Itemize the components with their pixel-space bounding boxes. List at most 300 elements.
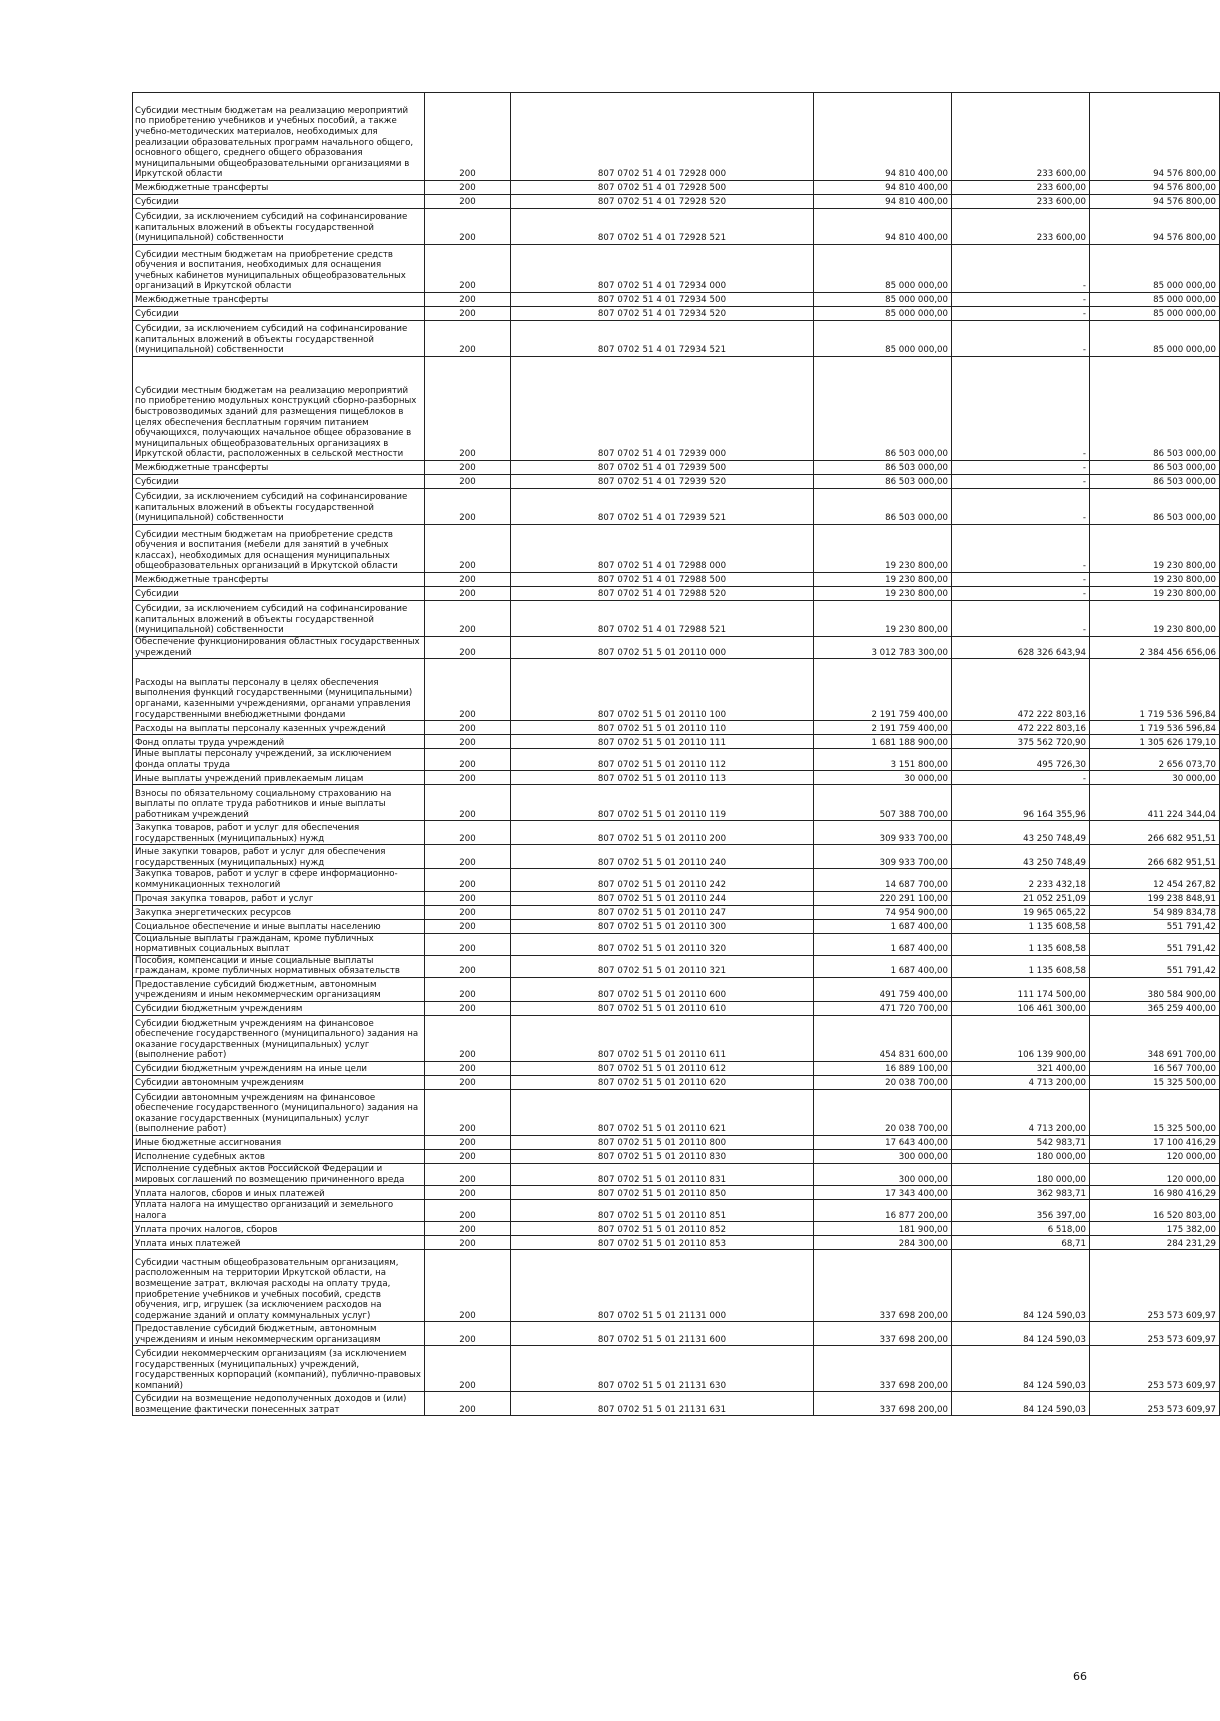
row-line-code: 200 <box>425 293 511 307</box>
row-line-code: 200 <box>425 321 511 357</box>
row-budget-class: 807 0702 51 4 01 72928 520 <box>511 195 814 209</box>
row-name: Субсидии некоммерческим организациям (за исключением государственных (муниципальных) учреждений, государственных корпораций (компаний), публично-правовых компаний) <box>133 1346 425 1392</box>
row-executed-amount: 19 965 065,22 <box>952 905 1090 919</box>
table-row <box>133 93 1220 181</box>
row-approved-amount: 94 810 400,00 <box>814 195 952 209</box>
row-approved-amount: 507 388 700,00 <box>814 785 952 821</box>
row-executed-amount: - <box>952 489 1090 525</box>
row-executed-amount: - <box>952 601 1090 637</box>
row-line-code: 200 <box>425 1015 511 1061</box>
row-executed-amount: - <box>952 293 1090 307</box>
row-executed-amount: 84 124 590,03 <box>952 1322 1090 1346</box>
row-executed-amount: 356 397,00 <box>952 1200 1090 1222</box>
row-executed-amount: 472 222 803,16 <box>952 659 1090 721</box>
row-approved-amount: 20 038 700,00 <box>814 1075 952 1089</box>
row-unexecuted-amount: 15 325 500,00 <box>1090 1089 1220 1135</box>
table-row <box>133 735 1220 749</box>
row-budget-class: 807 0702 51 4 01 72928 500 <box>511 181 814 195</box>
row-budget-class: 807 0702 51 5 01 20110 612 <box>511 1061 814 1075</box>
row-unexecuted-amount: 253 573 609,97 <box>1090 1346 1220 1392</box>
row-unexecuted-amount: 85 000 000,00 <box>1090 307 1220 321</box>
row-budget-class: 807 0702 51 5 01 20110 110 <box>511 721 814 735</box>
row-approved-amount: 20 038 700,00 <box>814 1089 952 1135</box>
row-budget-class: 807 0702 51 4 01 72939 000 <box>511 357 814 461</box>
row-line-code: 200 <box>425 489 511 525</box>
row-unexecuted-amount: 16 520 803,00 <box>1090 1200 1220 1222</box>
row-budget-class: 807 0702 51 5 01 20110 200 <box>511 821 814 845</box>
row-executed-amount: 321 400,00 <box>952 1061 1090 1075</box>
row-budget-class: 807 0702 51 5 01 20110 244 <box>511 891 814 905</box>
row-approved-amount: 19 230 800,00 <box>814 573 952 587</box>
row-approved-amount: 17 643 400,00 <box>814 1135 952 1149</box>
row-line-code: 200 <box>425 919 511 933</box>
row-budget-class: 807 0702 51 5 01 21131 631 <box>511 1392 814 1416</box>
row-name: Субсидии, за исключением субсидий на софинансирование капитальных вложений в объекты государственной (муниципальной) собственности <box>133 489 425 525</box>
row-approved-amount: 17 343 400,00 <box>814 1186 952 1200</box>
row-line-code: 200 <box>425 525 511 573</box>
row-budget-class: 807 0702 51 5 01 20110 621 <box>511 1089 814 1135</box>
row-budget-class: 807 0702 51 4 01 72928 000 <box>511 93 814 181</box>
row-unexecuted-amount: 120 000,00 <box>1090 1163 1220 1185</box>
row-name: Межбюджетные трансферты <box>133 293 425 307</box>
row-line-code: 200 <box>425 821 511 845</box>
row-budget-class: 807 0702 51 4 01 72928 521 <box>511 209 814 245</box>
row-approved-amount: 86 503 000,00 <box>814 489 952 525</box>
row-executed-amount: 68,71 <box>952 1236 1090 1250</box>
table-row <box>133 659 1220 721</box>
row-approved-amount: 86 503 000,00 <box>814 357 952 461</box>
table-row <box>133 869 1220 891</box>
row-budget-class: 807 0702 51 4 01 72934 000 <box>511 245 814 293</box>
row-unexecuted-amount: 86 503 000,00 <box>1090 357 1220 461</box>
row-line-code: 200 <box>425 1250 511 1322</box>
table-row <box>133 475 1220 489</box>
row-unexecuted-amount: 365 259 400,00 <box>1090 1001 1220 1015</box>
row-executed-amount: 180 000,00 <box>952 1149 1090 1163</box>
row-line-code: 200 <box>425 977 511 1001</box>
row-name: Предоставление субсидий бюджетным, автономным учреждениям и иным некоммерческим организациям <box>133 1322 425 1346</box>
row-line-code: 200 <box>425 195 511 209</box>
table-row <box>133 1015 1220 1061</box>
row-executed-amount: 362 983,71 <box>952 1186 1090 1200</box>
row-line-code: 200 <box>425 1089 511 1135</box>
row-line-code: 200 <box>425 601 511 637</box>
row-name: Расходы на выплаты персоналу в целях обеспечения выполнения функций государственными (муниципальными) органами, казенными учреждениями, органами управления государственными внебюджетными фондами <box>133 659 425 721</box>
row-name: Субсидии местным бюджетам на реализацию мероприятий по приобретению модульных конструкций сборно-разборных быстровозводимых зданий для размещения пищеблоков в целях обеспечения бесплатным горячим питанием обучающихся, получающих начальное общее образование в муниципальных общеобразовательных организациях в Иркутской области, расположенных в сельской местности <box>133 357 425 461</box>
row-budget-class: 807 0702 51 5 01 21131 630 <box>511 1346 814 1392</box>
table-row <box>133 1135 1220 1149</box>
table-row <box>133 587 1220 601</box>
row-executed-amount: 84 124 590,03 <box>952 1392 1090 1416</box>
row-executed-amount: - <box>952 307 1090 321</box>
row-line-code: 200 <box>425 955 511 977</box>
row-unexecuted-amount: 19 230 800,00 <box>1090 601 1220 637</box>
row-line-code: 200 <box>425 1061 511 1075</box>
row-unexecuted-amount: 2 384 456 656,06 <box>1090 637 1220 659</box>
row-budget-class: 807 0702 51 5 01 20110 119 <box>511 785 814 821</box>
row-name: Уплата иных платежей <box>133 1236 425 1250</box>
row-executed-amount: - <box>952 771 1090 785</box>
row-name: Пособия, компенсации и иные социальные выплаты гражданам, кроме публичных нормативных обязательств <box>133 955 425 977</box>
row-unexecuted-amount: 85 000 000,00 <box>1090 293 1220 307</box>
row-name: Субсидии местным бюджетам на реализацию мероприятий по приобретению учебников и учебных пособий, а также учебно-методических материалов, необходимых для реализации образовательных программ начального общего, основного общего, среднего общего образования муниципальными общеобразовательными организациями в Иркутской области <box>133 93 425 181</box>
row-name: Иные бюджетные ассигнования <box>133 1135 425 1149</box>
row-budget-class: 807 0702 51 4 01 72939 520 <box>511 475 814 489</box>
row-executed-amount: 96 164 355,96 <box>952 785 1090 821</box>
row-line-code: 200 <box>425 933 511 955</box>
row-line-code: 200 <box>425 181 511 195</box>
table-row <box>133 955 1220 977</box>
row-unexecuted-amount: 120 000,00 <box>1090 1149 1220 1163</box>
row-unexecuted-amount: 1 719 536 596,84 <box>1090 721 1220 735</box>
row-unexecuted-amount: 266 682 951,51 <box>1090 845 1220 869</box>
row-approved-amount: 1 681 188 900,00 <box>814 735 952 749</box>
row-name: Уплата налога на имущество организаций и земельного налога <box>133 1200 425 1222</box>
table-row <box>133 771 1220 785</box>
row-unexecuted-amount: 94 576 800,00 <box>1090 93 1220 181</box>
row-unexecuted-amount: 16 980 416,29 <box>1090 1186 1220 1200</box>
row-unexecuted-amount: 86 503 000,00 <box>1090 489 1220 525</box>
row-executed-amount: - <box>952 357 1090 461</box>
row-line-code: 200 <box>425 749 511 771</box>
row-name: Субсидии <box>133 475 425 489</box>
row-approved-amount: 86 503 000,00 <box>814 461 952 475</box>
row-name: Субсидии бюджетным учреждениям на иные цели <box>133 1061 425 1075</box>
row-budget-class: 807 0702 51 4 01 72988 000 <box>511 525 814 573</box>
row-budget-class: 807 0702 51 5 01 20110 320 <box>511 933 814 955</box>
row-budget-class: 807 0702 51 5 01 20110 853 <box>511 1236 814 1250</box>
row-unexecuted-amount: 12 454 267,82 <box>1090 869 1220 891</box>
row-unexecuted-amount: 175 382,00 <box>1090 1222 1220 1236</box>
table-row <box>133 525 1220 573</box>
row-approved-amount: 16 889 100,00 <box>814 1061 952 1075</box>
table-row <box>133 821 1220 845</box>
row-executed-amount: 43 250 748,49 <box>952 821 1090 845</box>
row-executed-amount: - <box>952 321 1090 357</box>
row-budget-class: 807 0702 51 5 01 20110 240 <box>511 845 814 869</box>
table-row <box>133 573 1220 587</box>
row-approved-amount: 1 687 400,00 <box>814 933 952 955</box>
table-row <box>133 1061 1220 1075</box>
row-name: Обеспечение функционирования областных государственных учреждений <box>133 637 425 659</box>
row-unexecuted-amount: 30 000,00 <box>1090 771 1220 785</box>
row-unexecuted-amount: 19 230 800,00 <box>1090 573 1220 587</box>
row-line-code: 200 <box>425 307 511 321</box>
table-row <box>133 721 1220 735</box>
row-approved-amount: 85 000 000,00 <box>814 321 952 357</box>
table-row <box>133 1392 1220 1416</box>
table-row <box>133 321 1220 357</box>
row-line-code: 200 <box>425 771 511 785</box>
row-executed-amount: 233 600,00 <box>952 195 1090 209</box>
row-budget-class: 807 0702 51 5 01 20110 321 <box>511 955 814 977</box>
row-name: Уплата прочих налогов, сборов <box>133 1222 425 1236</box>
row-budget-class: 807 0702 51 4 01 72934 500 <box>511 293 814 307</box>
row-budget-class: 807 0702 51 5 01 20110 610 <box>511 1001 814 1015</box>
row-unexecuted-amount: 85 000 000,00 <box>1090 245 1220 293</box>
table-row <box>133 1149 1220 1163</box>
row-line-code: 200 <box>425 1392 511 1416</box>
row-budget-class: 807 0702 51 4 01 72988 521 <box>511 601 814 637</box>
table-row <box>133 181 1220 195</box>
row-line-code: 200 <box>425 209 511 245</box>
row-line-code: 200 <box>425 1222 511 1236</box>
row-executed-amount: - <box>952 525 1090 573</box>
row-name: Иные выплаты учреждений привлекаемым лицам <box>133 771 425 785</box>
table-row <box>133 1186 1220 1200</box>
row-executed-amount: 542 983,71 <box>952 1135 1090 1149</box>
row-approved-amount: 454 831 600,00 <box>814 1015 952 1061</box>
row-approved-amount: 19 230 800,00 <box>814 525 952 573</box>
row-name: Социальное обеспечение и иные выплаты населению <box>133 919 425 933</box>
table-row <box>133 919 1220 933</box>
table-row <box>133 1001 1220 1015</box>
row-name: Уплата налогов, сборов и иных платежей <box>133 1186 425 1200</box>
row-line-code: 200 <box>425 721 511 735</box>
row-executed-amount: 1 135 608,58 <box>952 955 1090 977</box>
row-approved-amount: 337 698 200,00 <box>814 1250 952 1322</box>
row-line-code: 200 <box>425 93 511 181</box>
row-unexecuted-amount: 348 691 700,00 <box>1090 1015 1220 1061</box>
table-row <box>133 209 1220 245</box>
row-line-code: 200 <box>425 461 511 475</box>
table-row <box>133 1200 1220 1222</box>
row-executed-amount: 472 222 803,16 <box>952 721 1090 735</box>
row-line-code: 200 <box>425 587 511 601</box>
row-name: Субсидии <box>133 195 425 209</box>
row-executed-amount: 4 713 200,00 <box>952 1089 1090 1135</box>
table-row <box>133 845 1220 869</box>
row-approved-amount: 181 900,00 <box>814 1222 952 1236</box>
row-unexecuted-amount: 16 567 700,00 <box>1090 1061 1220 1075</box>
row-budget-class: 807 0702 51 5 01 20110 247 <box>511 905 814 919</box>
row-name: Субсидии местным бюджетам на приобретение средств обучения и воспитания (мебели для занятий в учебных классах), необходимых для оснащения муниципальных общеобразовательных организаций в Иркутской области <box>133 525 425 573</box>
row-unexecuted-amount: 86 503 000,00 <box>1090 475 1220 489</box>
row-line-code: 200 <box>425 1322 511 1346</box>
row-line-code: 200 <box>425 1186 511 1200</box>
row-budget-class: 807 0702 51 5 01 20110 000 <box>511 637 814 659</box>
row-budget-class: 807 0702 51 5 01 20110 852 <box>511 1222 814 1236</box>
row-executed-amount: 84 124 590,03 <box>952 1346 1090 1392</box>
row-executed-amount: 1 135 608,58 <box>952 919 1090 933</box>
row-budget-class: 807 0702 51 5 01 20110 100 <box>511 659 814 721</box>
budget-execution-table <box>132 92 1220 1416</box>
row-approved-amount: 309 933 700,00 <box>814 821 952 845</box>
table-row <box>133 1222 1220 1236</box>
row-name: Субсидии, за исключением субсидий на софинансирование капитальных вложений в объекты государственной (муниципальной) собственности <box>133 209 425 245</box>
table-row <box>133 1163 1220 1185</box>
row-approved-amount: 220 291 100,00 <box>814 891 952 905</box>
row-approved-amount: 85 000 000,00 <box>814 293 952 307</box>
row-name: Субсидии <box>133 587 425 601</box>
row-name: Взносы по обязательному социальному страхованию на выплаты по оплате труда работников и иные выплаты работникам учреждений <box>133 785 425 821</box>
row-approved-amount: 1 687 400,00 <box>814 955 952 977</box>
row-line-code: 200 <box>425 1149 511 1163</box>
row-unexecuted-amount: 15 325 500,00 <box>1090 1075 1220 1089</box>
row-line-code: 200 <box>425 1346 511 1392</box>
row-approved-amount: 74 954 900,00 <box>814 905 952 919</box>
row-approved-amount: 337 698 200,00 <box>814 1322 952 1346</box>
row-name: Субсидии бюджетным учреждениям <box>133 1001 425 1015</box>
row-executed-amount: 106 461 300,00 <box>952 1001 1090 1015</box>
table-row <box>133 637 1220 659</box>
table-row <box>133 489 1220 525</box>
row-budget-class: 807 0702 51 4 01 72939 521 <box>511 489 814 525</box>
row-executed-amount: 233 600,00 <box>952 181 1090 195</box>
row-unexecuted-amount: 19 230 800,00 <box>1090 587 1220 601</box>
row-budget-class: 807 0702 51 5 01 20110 851 <box>511 1200 814 1222</box>
row-executed-amount: 628 326 643,94 <box>952 637 1090 659</box>
row-approved-amount: 491 759 400,00 <box>814 977 952 1001</box>
table-row <box>133 749 1220 771</box>
row-line-code: 200 <box>425 1001 511 1015</box>
row-unexecuted-amount: 17 100 416,29 <box>1090 1135 1220 1149</box>
row-approved-amount: 3 151 800,00 <box>814 749 952 771</box>
row-line-code: 200 <box>425 869 511 891</box>
row-name: Субсидии автономным учреждениям <box>133 1075 425 1089</box>
row-approved-amount: 309 933 700,00 <box>814 845 952 869</box>
row-budget-class: 807 0702 51 5 01 20110 611 <box>511 1015 814 1061</box>
row-approved-amount: 300 000,00 <box>814 1163 952 1185</box>
row-name: Субсидии частным общеобразовательным организациям, расположенным на территории Иркутской области, на возмещение затрат, включая расходы на оплату труда, приобретение учебников и учебных пособий, средств обучения, игр, игрушек (за исключением расходов на содержание зданий и оплату коммунальных услуг) <box>133 1250 425 1322</box>
row-approved-amount: 3 012 783 300,00 <box>814 637 952 659</box>
row-name: Иные выплаты персоналу учреждений, за исключением фонда оплаты труда <box>133 749 425 771</box>
row-name: Межбюджетные трансферты <box>133 181 425 195</box>
row-line-code: 200 <box>425 357 511 461</box>
table-row <box>133 293 1220 307</box>
row-budget-class: 807 0702 51 5 01 20110 831 <box>511 1163 814 1185</box>
row-executed-amount: 233 600,00 <box>952 209 1090 245</box>
row-budget-class: 807 0702 51 4 01 72939 500 <box>511 461 814 475</box>
row-executed-amount: 180 000,00 <box>952 1163 1090 1185</box>
row-unexecuted-amount: 284 231,29 <box>1090 1236 1220 1250</box>
row-unexecuted-amount: 19 230 800,00 <box>1090 525 1220 573</box>
row-approved-amount: 2 191 759 400,00 <box>814 659 952 721</box>
row-budget-class: 807 0702 51 5 01 20110 300 <box>511 919 814 933</box>
row-approved-amount: 85 000 000,00 <box>814 307 952 321</box>
row-approved-amount: 337 698 200,00 <box>814 1392 952 1416</box>
row-executed-amount: - <box>952 245 1090 293</box>
row-name: Субсидии <box>133 307 425 321</box>
row-executed-amount: - <box>952 587 1090 601</box>
row-line-code: 200 <box>425 475 511 489</box>
row-approved-amount: 19 230 800,00 <box>814 587 952 601</box>
row-unexecuted-amount: 253 573 609,97 <box>1090 1322 1220 1346</box>
row-approved-amount: 14 687 700,00 <box>814 869 952 891</box>
row-name: Исполнение судебных актов <box>133 1149 425 1163</box>
row-executed-amount: 1 135 608,58 <box>952 933 1090 955</box>
row-line-code: 200 <box>425 1163 511 1185</box>
row-name: Расходы на выплаты персоналу казенных учреждений <box>133 721 425 735</box>
row-name: Фонд оплаты труда учреждений <box>133 735 425 749</box>
row-approved-amount: 30 000,00 <box>814 771 952 785</box>
row-unexecuted-amount: 551 791,42 <box>1090 933 1220 955</box>
table-row <box>133 977 1220 1001</box>
row-budget-class: 807 0702 51 5 01 20110 850 <box>511 1186 814 1200</box>
row-approved-amount: 471 720 700,00 <box>814 1001 952 1015</box>
row-unexecuted-amount: 253 573 609,97 <box>1090 1392 1220 1416</box>
row-executed-amount: 6 518,00 <box>952 1222 1090 1236</box>
row-approved-amount: 2 191 759 400,00 <box>814 721 952 735</box>
row-line-code: 200 <box>425 891 511 905</box>
table-row <box>133 245 1220 293</box>
row-unexecuted-amount: 551 791,42 <box>1090 955 1220 977</box>
row-line-code: 200 <box>425 735 511 749</box>
row-line-code: 200 <box>425 1075 511 1089</box>
row-line-code: 200 <box>425 1200 511 1222</box>
row-name: Субсидии местным бюджетам на приобретение средств обучения и воспитания, необходимых для оснащения учебных кабинетов муниципальных общеобразовательных организаций в Иркутской области <box>133 245 425 293</box>
row-name: Закупка товаров, работ и услуг для обеспечения государственных (муниципальных) нужд <box>133 821 425 845</box>
row-executed-amount: 21 052 251,09 <box>952 891 1090 905</box>
row-approved-amount: 94 810 400,00 <box>814 181 952 195</box>
table-row <box>133 1089 1220 1135</box>
row-unexecuted-amount: 411 224 344,04 <box>1090 785 1220 821</box>
row-unexecuted-amount: 94 576 800,00 <box>1090 209 1220 245</box>
row-executed-amount: 375 562 720,90 <box>952 735 1090 749</box>
row-name: Иные закупки товаров, работ и услуг для обеспечения государственных (муниципальных) нужд <box>133 845 425 869</box>
table-row <box>133 933 1220 955</box>
row-unexecuted-amount: 94 576 800,00 <box>1090 181 1220 195</box>
row-approved-amount: 284 300,00 <box>814 1236 952 1250</box>
row-executed-amount: - <box>952 573 1090 587</box>
row-executed-amount: 111 174 500,00 <box>952 977 1090 1001</box>
row-executed-amount: 43 250 748,49 <box>952 845 1090 869</box>
row-unexecuted-amount: 2 656 073,70 <box>1090 749 1220 771</box>
row-line-code: 200 <box>425 659 511 721</box>
row-name: Субсидии автономным учреждениям на финансовое обеспечение государственного (муниципального) задания на оказание государственных (муниципальных) услуг (выполнение работ) <box>133 1089 425 1135</box>
row-unexecuted-amount: 54 989 834,78 <box>1090 905 1220 919</box>
table-row <box>133 1322 1220 1346</box>
row-line-code: 200 <box>425 245 511 293</box>
row-approved-amount: 94 810 400,00 <box>814 209 952 245</box>
table-body <box>133 93 1220 1416</box>
row-line-code: 200 <box>425 1236 511 1250</box>
row-unexecuted-amount: 1 719 536 596,84 <box>1090 659 1220 721</box>
row-approved-amount: 300 000,00 <box>814 1149 952 1163</box>
row-budget-class: 807 0702 51 5 01 21131 000 <box>511 1250 814 1322</box>
row-budget-class: 807 0702 51 4 01 72934 521 <box>511 321 814 357</box>
row-name: Субсидии на возмещение недополученных доходов и (или) возмещение фактически понесенных затрат <box>133 1392 425 1416</box>
row-unexecuted-amount: 85 000 000,00 <box>1090 321 1220 357</box>
row-budget-class: 807 0702 51 4 01 72988 500 <box>511 573 814 587</box>
row-unexecuted-amount: 199 238 848,91 <box>1090 891 1220 905</box>
row-executed-amount: 4 713 200,00 <box>952 1075 1090 1089</box>
row-executed-amount: 106 139 900,00 <box>952 1015 1090 1061</box>
row-executed-amount: - <box>952 475 1090 489</box>
row-unexecuted-amount: 86 503 000,00 <box>1090 461 1220 475</box>
table-row <box>133 357 1220 461</box>
row-line-code: 200 <box>425 1135 511 1149</box>
table-row <box>133 891 1220 905</box>
table-row <box>133 1250 1220 1322</box>
row-approved-amount: 94 810 400,00 <box>814 93 952 181</box>
row-budget-class: 807 0702 51 5 01 20110 111 <box>511 735 814 749</box>
row-budget-class: 807 0702 51 4 01 72988 520 <box>511 587 814 601</box>
table-row <box>133 601 1220 637</box>
row-budget-class: 807 0702 51 5 01 21131 600 <box>511 1322 814 1346</box>
row-name: Социальные выплаты гражданам, кроме публичных нормативных социальных выплат <box>133 933 425 955</box>
row-unexecuted-amount: 266 682 951,51 <box>1090 821 1220 845</box>
table-row <box>133 195 1220 209</box>
table-row <box>133 307 1220 321</box>
row-name: Межбюджетные трансферты <box>133 461 425 475</box>
row-name: Исполнение судебных актов Российской Федерации и мировых соглашений по возмещению причиненного вреда <box>133 1163 425 1185</box>
row-line-code: 200 <box>425 845 511 869</box>
row-name: Субсидии бюджетным учреждениям на финансовое обеспечение государственного (муниципального) задания на оказание государственных (муниципальных) услуг (выполнение работ) <box>133 1015 425 1061</box>
row-executed-amount: - <box>952 461 1090 475</box>
row-executed-amount: 495 726,30 <box>952 749 1090 771</box>
table-row <box>133 1075 1220 1089</box>
